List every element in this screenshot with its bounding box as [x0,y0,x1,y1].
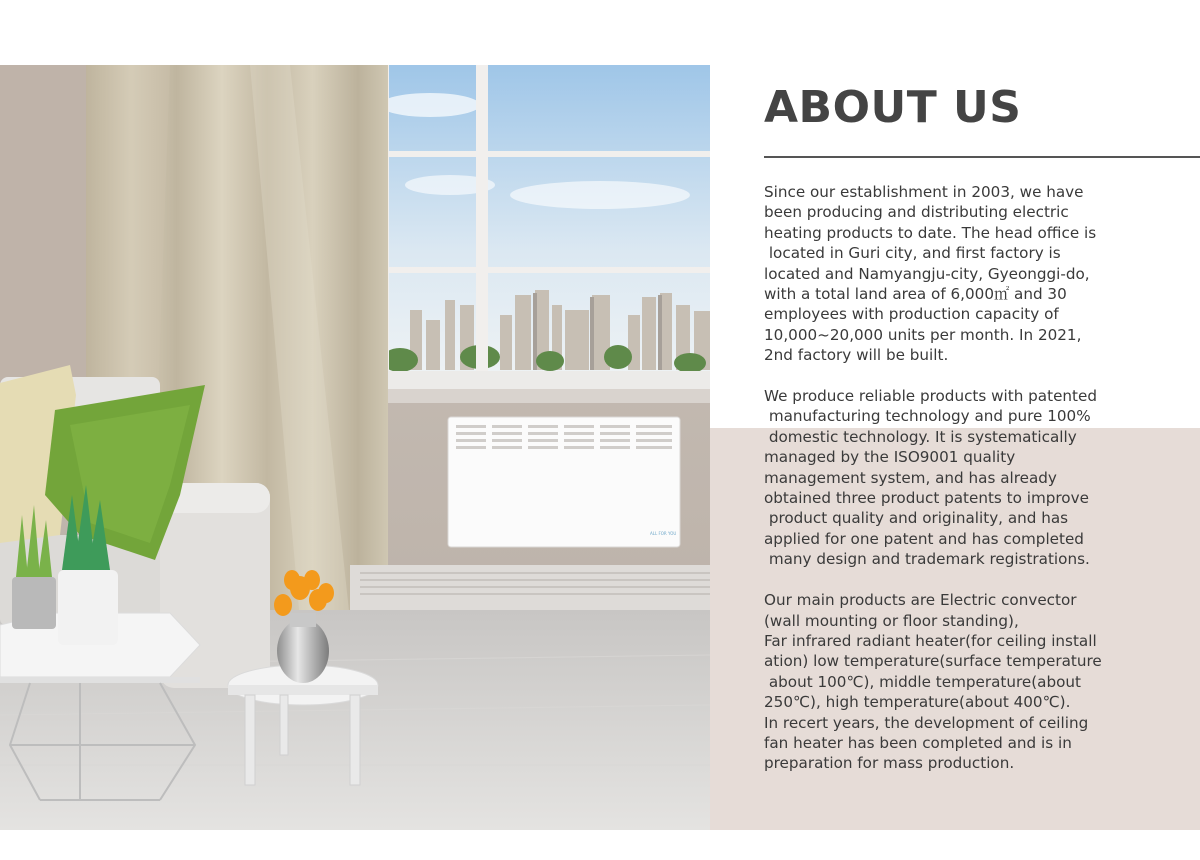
text-line: (wall mounting or floor standing), [764,611,1019,630]
text-line: with a total land area of 6,000㎡ and 30 [764,285,1067,304]
text-line: domestic technology. It is systematically [764,427,1077,446]
text-line: been producing and distributing electric [764,203,1069,222]
text-line: ation) low temperature(surface temperature [764,652,1102,671]
text-line: 2nd factory will be built. [764,346,949,365]
text-line: Far infrared radiant heater(for ceiling install [764,631,1097,650]
text-line: 10,000~20,000 units per month. In 2021, [764,325,1082,344]
page-title: ABOUT US [764,82,1022,133]
title-divider [764,156,1200,158]
text-line: manufacturing technology and pure 100% [764,407,1091,426]
text-line: We produce reliable products with patented [764,387,1097,406]
text-line: about 100℃), middle temperature(about [764,672,1081,691]
heater-brand-label: ALL FOR YOU [650,531,677,536]
text-line: 250℃), high temperature(about 400℃). [764,693,1071,712]
about-body [764,182,1164,794]
text-line: many design and trademark registrations. [764,550,1090,569]
text-line: In recert years, the development of ceiling [764,713,1089,732]
text-line: employees with production capacity of [764,305,1059,324]
room-photo [0,65,710,830]
text-line: product quality and originality, and has [764,509,1069,528]
about-paragraph [764,590,1164,774]
text-line: Our main products are Electric convector [764,591,1077,610]
text-line: preparation for mass production. [764,754,1015,773]
text-line: located in Guri city, and first factory is [764,244,1061,263]
about-paragraph [764,182,1164,366]
text-line: managed by the ISO9001 quality [764,448,1016,467]
text-line: obtained three product patents to improve [764,489,1089,508]
text-line: management system, and has already [764,468,1057,487]
text-line: fan heater has been completed and is in [764,733,1072,752]
text-line: heating products to date. The head office is [764,223,1097,242]
about-paragraph [764,386,1164,570]
text-line: applied for one patent and has completed [764,529,1084,548]
room-illustration [0,65,710,830]
text-line: Since our establishment in 2003, we have [764,183,1084,201]
text-line: located and Namyangju-city, Gyeonggi-do, [764,264,1090,283]
